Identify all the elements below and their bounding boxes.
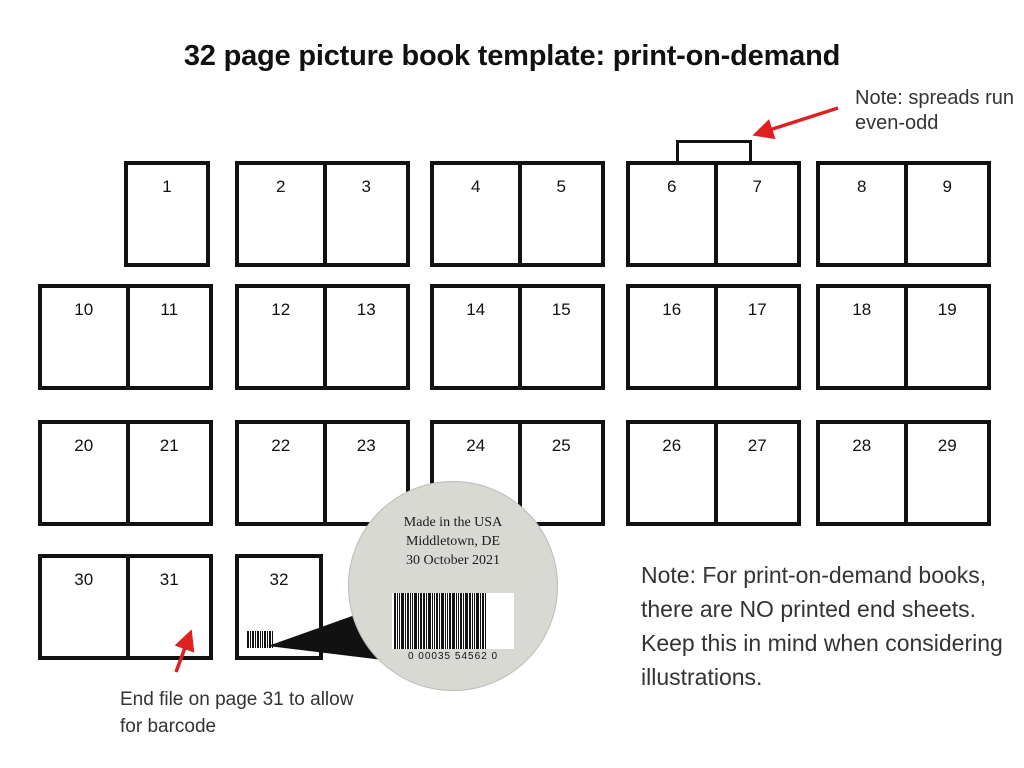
barcode-icon [247, 631, 273, 648]
page-number: 30 [74, 570, 94, 589]
magnifier-line-3: 30 October 2021 [405, 553, 501, 568]
page-number: 13 [356, 300, 376, 319]
page-cell [42, 558, 126, 656]
page-number: 3 [361, 177, 371, 196]
page-cell [630, 288, 714, 386]
spread-pages-10-11 [38, 284, 213, 390]
note-spreads: Note: spreads run even-odd [855, 87, 1014, 134]
page-cell [630, 165, 714, 263]
page-cell [518, 165, 602, 263]
page-number: 14 [466, 300, 486, 319]
spread-pages-26-27 [626, 420, 801, 526]
spread-pages-28-29 [816, 420, 991, 526]
spread-pages-20-21 [38, 420, 213, 526]
spread-pages-16-17 [626, 284, 801, 390]
page-number: 31 [159, 570, 179, 589]
page-cell [434, 165, 518, 263]
barcode-magnifier [348, 481, 558, 691]
page-number: 9 [942, 177, 952, 196]
page-cell [239, 165, 323, 263]
page-number: 21 [159, 436, 179, 455]
magnifier-line-2: Middletown, DE [405, 534, 501, 549]
page-cell [518, 288, 602, 386]
page-cell [434, 288, 518, 386]
page-title: 32 page picture book template: print-on-demand [183, 40, 841, 72]
page-number: 7 [752, 177, 762, 196]
page-cell [518, 424, 602, 522]
spread-page-32 [235, 554, 323, 660]
magnifier-line-1: Made in the USA [403, 515, 503, 530]
page-number: 20 [74, 436, 94, 455]
page-cell [904, 165, 988, 263]
page-cell [42, 424, 126, 522]
spread-pages-4-5 [430, 161, 605, 267]
note-barcode: End file on page 31 to allow for barcode [120, 689, 354, 737]
page-number: 23 [356, 436, 376, 455]
page-cell [239, 288, 323, 386]
page-cell [714, 165, 798, 263]
page-cell [904, 288, 988, 386]
page-number: 15 [551, 300, 571, 319]
page-number: 8 [857, 177, 867, 196]
spread-bracket [676, 140, 752, 162]
page-number: 10 [74, 300, 94, 319]
spread-pages-2-3 [235, 161, 410, 267]
page-cell [714, 424, 798, 522]
page-number: 25 [551, 436, 571, 455]
page-cell [820, 288, 904, 386]
page-number: 32 [269, 570, 289, 589]
spread-pages-14-15 [430, 284, 605, 390]
page-number: 11 [160, 300, 179, 319]
page-number: 2 [276, 177, 286, 196]
page-number: 19 [937, 300, 957, 319]
page-cell [904, 424, 988, 522]
spread-pages-6-7 [626, 161, 801, 267]
arrow-to-bracket [757, 108, 838, 134]
page-number: 18 [852, 300, 872, 319]
page-number: 17 [747, 300, 767, 319]
spread-pages-30-31 [38, 554, 213, 660]
page-cell [239, 424, 323, 522]
page-cell [323, 165, 407, 263]
spread-page-1 [124, 161, 210, 267]
page-cell [126, 288, 210, 386]
barcode-digits: 0 00035 54562 0 [407, 651, 499, 662]
page-number: 27 [747, 436, 767, 455]
page-cell [323, 288, 407, 386]
page-cell [820, 424, 904, 522]
page-number: 5 [556, 177, 566, 196]
page-number: 12 [271, 300, 291, 319]
page-cell [126, 558, 210, 656]
page-cell [820, 165, 904, 263]
page-number: 16 [662, 300, 682, 319]
page-number: 4 [471, 177, 481, 196]
page-cell [126, 424, 210, 522]
spread-pages-18-19 [816, 284, 991, 390]
spread-pages-12-13 [235, 284, 410, 390]
page-cell [128, 165, 206, 263]
page-number: 1 [162, 177, 172, 196]
page-number: 29 [937, 436, 957, 455]
page-number: 26 [662, 436, 682, 455]
page-number: 6 [667, 177, 677, 196]
spread-pages-8-9 [816, 161, 991, 267]
barcode-graphic [392, 593, 514, 649]
page-cell [714, 288, 798, 386]
magnifier-text [348, 513, 558, 570]
page-cell [630, 424, 714, 522]
page-number: 24 [466, 436, 486, 455]
page-cell [42, 288, 126, 386]
page-cell [239, 558, 319, 656]
page-number: 22 [271, 436, 291, 455]
note-print-on-demand: Note: For print-on-demand books, there are NO printed end sheets. Keep this in mind when considering illustrations. [641, 562, 1003, 690]
page-number: 28 [852, 436, 872, 455]
